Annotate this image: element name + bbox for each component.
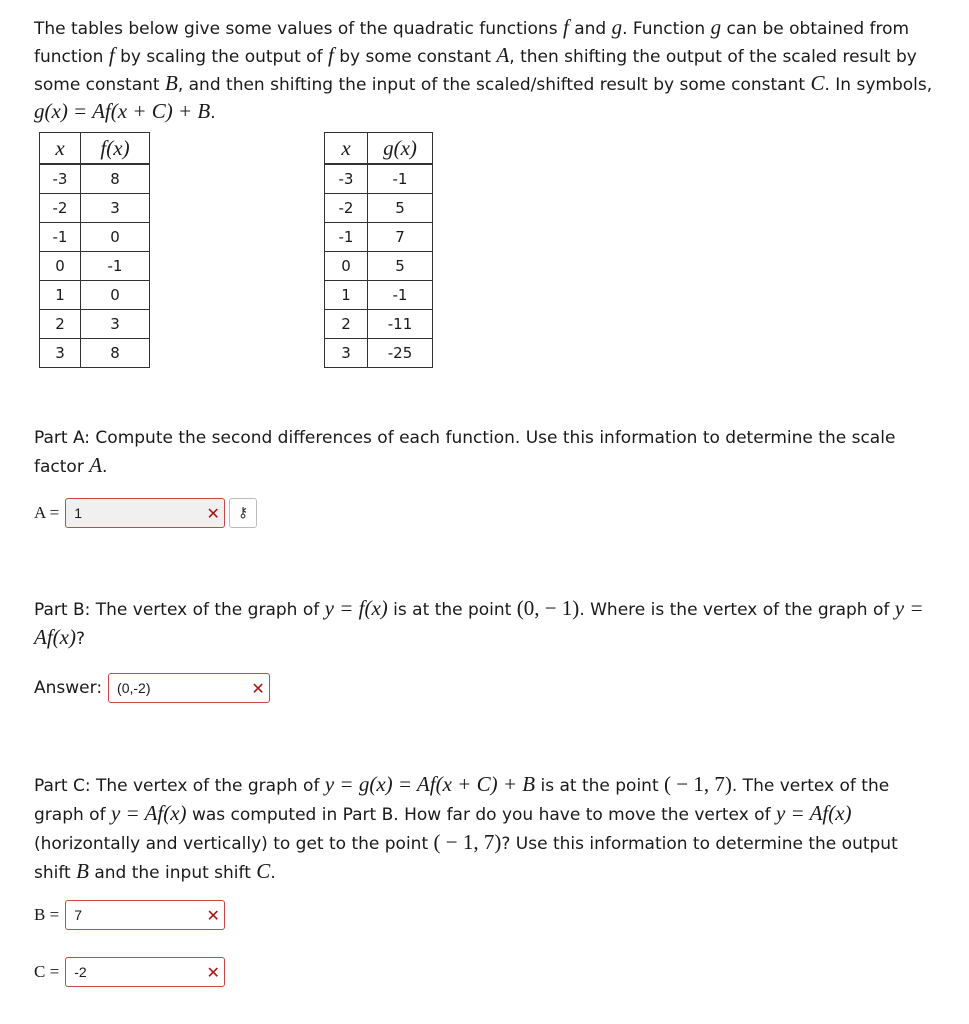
math-equation: y = Af(x) [34, 596, 924, 649]
incorrect-x-icon: ✕ [251, 678, 265, 698]
table-row [325, 339, 433, 368]
part-c-text: ? Use this information to determine the output shift [34, 834, 898, 883]
math-equation: y = Af(x) [775, 801, 852, 825]
table-cell: 5 [368, 194, 433, 223]
intro-paragraph [34, 14, 934, 126]
table-cell: -3 [40, 164, 81, 194]
intro-text: by scaling the output of [114, 47, 328, 67]
part-b-text: is at the point [387, 600, 517, 620]
math-point: ( − 1, 7) [664, 772, 732, 796]
part-c-text: (horizontally and vertically) to get to the point [34, 834, 434, 854]
math-point: ( − 1, 7) [433, 830, 502, 854]
math-f: f [108, 43, 115, 67]
part-c-text: is at the point [535, 776, 665, 796]
intro-text: . In symbols, [824, 75, 933, 95]
table-cell: 3 [81, 310, 150, 339]
table-cell: -2 [325, 194, 368, 223]
table-cell: -1 [368, 164, 433, 194]
math-C: C [810, 71, 825, 95]
table-f-header-fx: f(x) [81, 133, 150, 165]
table-row [40, 310, 150, 339]
table-g [324, 132, 433, 368]
table-cell: -25 [368, 339, 433, 368]
table-row [40, 281, 150, 310]
part-c-text: Part C: The vertex of the graph of [34, 776, 325, 796]
table-cell: -11 [368, 310, 433, 339]
table-cell: 7 [368, 223, 433, 252]
part-c-c-input-value: -2 [74, 964, 87, 980]
table-row [325, 164, 433, 194]
table-cell: -1 [81, 252, 150, 281]
part-c-text: and the input shift [88, 863, 257, 883]
table-cell: -3 [325, 164, 368, 194]
table-cell: 5 [368, 252, 433, 281]
math-B: B [165, 71, 178, 95]
part-c-b-answer-row [34, 900, 225, 930]
part-a-text: Part A: Compute the second differences of each function. Use this information to determine the scale factor [34, 428, 896, 477]
table-cell: 0 [81, 223, 150, 252]
math-f: f [327, 43, 334, 67]
part-c-b-input-value: 7 [74, 907, 82, 923]
incorrect-x-icon: ✕ [206, 905, 220, 925]
table-cell: -1 [325, 223, 368, 252]
math-point: (0, − 1) [516, 596, 580, 620]
intro-text: The tables below give some values of the quadratic functions [34, 19, 563, 39]
intro-text: can be obtained from function [34, 19, 910, 67]
table-cell: 3 [81, 194, 150, 223]
math-A: A [89, 453, 103, 477]
table-cell: 3 [40, 339, 81, 368]
table-row [325, 194, 433, 223]
table-cell: 0 [40, 252, 81, 281]
table-g-header-gx: g(x) [368, 133, 433, 165]
incorrect-x-icon: ✕ [206, 503, 220, 523]
table-cell: 1 [325, 281, 368, 310]
part-a-input-value: 1 [74, 505, 82, 521]
table-g-header-x: x [325, 133, 368, 165]
table-row [40, 223, 150, 252]
part-b-input-value: (0,-2) [117, 680, 151, 696]
table-cell: 3 [325, 339, 368, 368]
part-c-c-input[interactable] [65, 957, 225, 987]
table-cell: 1 [40, 281, 81, 310]
math-g: g [710, 15, 722, 39]
table-cell: -1 [368, 281, 433, 310]
math-A: A [496, 43, 510, 67]
part-a-prompt [34, 425, 934, 481]
part-a-label: A = [34, 503, 60, 522]
intro-text: . Function [622, 19, 711, 39]
part-c-text: . The vertex of the graph of [34, 776, 890, 825]
math-B: B [76, 859, 89, 883]
math-g: g [611, 15, 623, 39]
table-f [39, 132, 150, 368]
part-b-text: Part B: The vertex of the graph of [34, 600, 325, 620]
incorrect-x-icon: ✕ [206, 962, 220, 982]
table-cell: -1 [40, 223, 81, 252]
part-a-answer-row [34, 498, 257, 528]
part-b-text: ? [75, 629, 86, 649]
table-cell: 8 [81, 339, 150, 368]
part-b-text: . Where is the vertex of the graph of [579, 600, 895, 620]
table-row [40, 252, 150, 281]
part-c-b-input[interactable] [65, 900, 225, 930]
part-c-b-label: B = [34, 905, 60, 924]
part-c-c-answer-row [34, 957, 225, 987]
table-row [325, 281, 433, 310]
table-cell: 8 [81, 164, 150, 194]
part-c-text: . [270, 863, 276, 883]
table-cell: 2 [325, 310, 368, 339]
intro-text: and [568, 19, 612, 39]
part-a-input[interactable] [65, 498, 225, 528]
part-c-prompt [34, 771, 934, 887]
math-C: C [256, 859, 271, 883]
math-equation: g(x) = Af(x + C) + B [34, 99, 211, 123]
math-f: f [562, 15, 569, 39]
table-row [40, 164, 150, 194]
key-icon-button[interactable]: ⚷ [229, 498, 257, 528]
intro-text: , then shifting the output of the scaled result by some constant [34, 47, 917, 95]
math-equation: y = Af(x) [110, 801, 187, 825]
part-c-c-label: C = [34, 962, 60, 981]
table-cell: 0 [81, 281, 150, 310]
part-b-answer-row [34, 673, 270, 703]
table-row [40, 194, 150, 223]
part-b-label: Answer: [34, 678, 103, 698]
intro-text: . [210, 103, 216, 123]
table-f-header-x: x [40, 133, 81, 165]
part-a-text: . [102, 457, 108, 477]
intro-text: , and then shifting the input of the scaled/shifted result by some constant [177, 75, 811, 95]
math-equation: y = g(x) = Af(x + C) + B [324, 772, 536, 796]
table-row [325, 223, 433, 252]
part-c-text: was computed in Part B. How far do you have to move the vertex of [186, 805, 776, 825]
part-b-input[interactable] [108, 673, 270, 703]
intro-text: by some constant [333, 47, 497, 67]
table-row [325, 310, 433, 339]
table-cell: 0 [325, 252, 368, 281]
part-b-prompt [34, 595, 934, 653]
table-row [40, 339, 150, 368]
table-cell: 2 [40, 310, 81, 339]
table-row [325, 252, 433, 281]
table-cell: -2 [40, 194, 81, 223]
math-equation: y = f(x) [324, 596, 388, 620]
